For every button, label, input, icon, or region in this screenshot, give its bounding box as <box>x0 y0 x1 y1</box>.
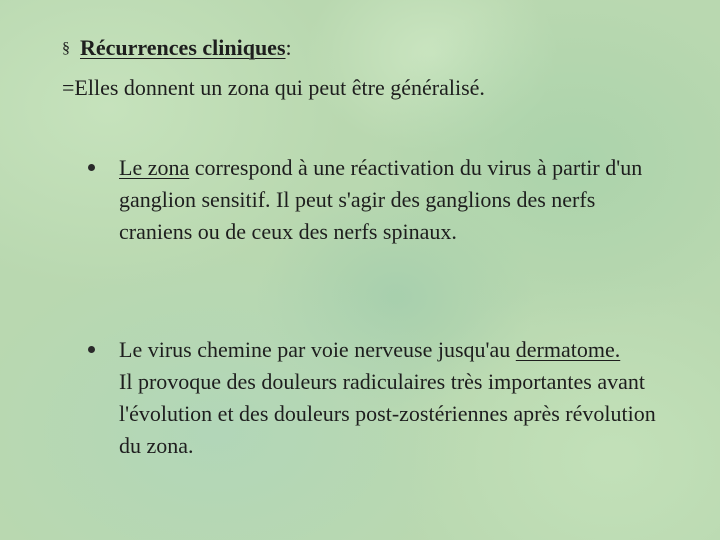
bullet-dot-icon <box>88 346 95 353</box>
heading-colon: : <box>285 35 292 60</box>
bullet-dot-icon <box>88 164 95 171</box>
bullet-item-zona <box>88 152 668 282</box>
underlined-term: Le zona <box>119 155 190 180</box>
section-bullet-icon: § <box>62 40 70 57</box>
heading-subline: =Elles donnent un zona qui peut être généralisé. <box>62 75 485 100</box>
bullet-text <box>119 152 664 248</box>
underlined-term: dermatome. <box>515 337 621 362</box>
bullet-item-virus <box>88 334 668 504</box>
slide-heading <box>62 34 292 63</box>
heading-title: Récurrences cliniques <box>80 35 286 60</box>
bullet-lead: Le virus chemine par voie nerveuse jusqu'au <box>119 337 516 362</box>
bullet-text <box>119 334 664 462</box>
bullet-body: Il provoque des douleurs radiculaires très importantes avant l'évolution et des douleurs post-zostériennes après révolution du zona. <box>119 369 656 458</box>
bullet-body: correspond à une réactivation du virus à partir d'un ganglion sensitif. Il peut s'agir des ganglions des nerfs craniens ou de ceux des nerfs spinaux. <box>119 155 643 244</box>
